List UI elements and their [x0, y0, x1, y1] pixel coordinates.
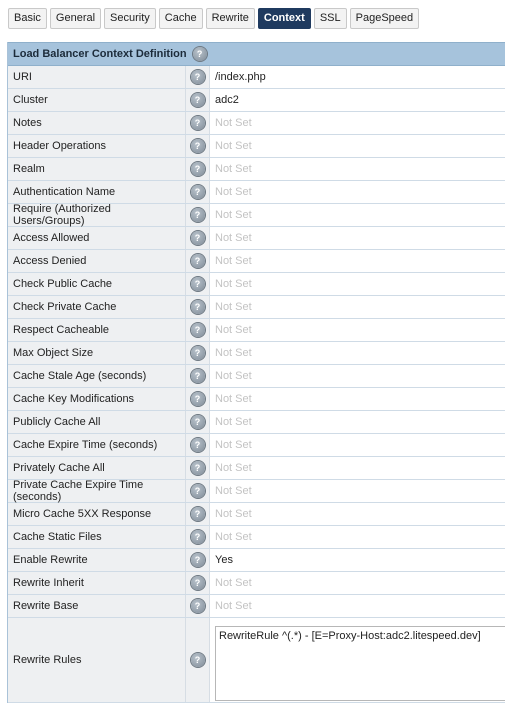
- help-cell: [186, 89, 210, 111]
- help-cell: [186, 434, 210, 456]
- table-row: [8, 411, 505, 434]
- row-label: URI: [8, 66, 186, 88]
- row-label: Cluster: [8, 89, 186, 111]
- help-cell: [186, 503, 210, 525]
- help-cell: [186, 158, 210, 180]
- section-header: [8, 42, 505, 66]
- table-row: [8, 503, 505, 526]
- help-icon[interactable]: ?: [193, 47, 207, 61]
- row-label: Realm: [8, 158, 186, 180]
- row-label: Max Object Size: [8, 342, 186, 364]
- row-value: Not Set: [210, 572, 505, 594]
- help-cell: [186, 66, 210, 88]
- help-icon[interactable]: ?: [191, 507, 205, 521]
- rewrite-rules-field[interactable]: RewriteRule ^(.*) - [E=Proxy-Host:adc2.litespeed.dev]: [215, 626, 505, 701]
- row-label: Rewrite Rules: [8, 618, 186, 702]
- help-cell: [186, 365, 210, 387]
- row-label: Privately Cache All: [8, 457, 186, 479]
- row-label: Header Operations: [8, 135, 186, 157]
- help-cell: [186, 457, 210, 479]
- help-icon[interactable]: ?: [191, 576, 205, 590]
- row-value: Not Set: [210, 112, 505, 134]
- table-row: [8, 388, 505, 411]
- table-row: [8, 273, 505, 296]
- row-value: Not Set: [210, 181, 505, 203]
- row-label: Authentication Name: [8, 181, 186, 203]
- table-row: [8, 89, 505, 112]
- help-icon[interactable]: ?: [191, 185, 205, 199]
- row-label: Publicly Cache All: [8, 411, 186, 433]
- row-label: Rewrite Base: [8, 595, 186, 617]
- row-label: Cache Static Files: [8, 526, 186, 548]
- table-row: [8, 365, 505, 388]
- help-icon[interactable]: ?: [191, 392, 205, 406]
- help-icon[interactable]: ?: [191, 599, 205, 613]
- help-icon[interactable]: ?: [191, 346, 205, 360]
- help-cell: [186, 595, 210, 617]
- row-value: Not Set: [210, 227, 505, 249]
- table-row: [8, 457, 505, 480]
- row-label: Check Private Cache: [8, 296, 186, 318]
- table-row: [8, 595, 505, 618]
- help-icon[interactable]: ?: [191, 139, 205, 153]
- row-value: Not Set: [210, 365, 505, 387]
- help-icon[interactable]: ?: [191, 300, 205, 314]
- table-row: [8, 572, 505, 595]
- tab-rewrite[interactable]: Rewrite: [206, 8, 255, 29]
- tab-bar: [8, 8, 419, 29]
- help-icon[interactable]: ?: [191, 254, 205, 268]
- row-value: Not Set: [210, 526, 505, 548]
- help-cell: [186, 388, 210, 410]
- help-icon[interactable]: ?: [191, 438, 205, 452]
- help-icon[interactable]: ?: [191, 530, 205, 544]
- row-value: Not Set: [210, 595, 505, 617]
- table-row: [8, 434, 505, 457]
- help-icon[interactable]: ?: [191, 553, 205, 567]
- tab-basic[interactable]: Basic: [8, 8, 47, 29]
- row-label: Cache Expire Time (seconds): [8, 434, 186, 456]
- row-label: Respect Cacheable: [8, 319, 186, 341]
- row-value: /index.php: [210, 66, 505, 88]
- help-icon[interactable]: ?: [191, 231, 205, 245]
- table-row: [8, 526, 505, 549]
- row-value: Not Set: [210, 250, 505, 272]
- help-icon[interactable]: ?: [191, 70, 205, 84]
- context-definition-panel: [7, 42, 505, 703]
- table-row: [8, 319, 505, 342]
- help-cell: [186, 181, 210, 203]
- help-cell: [186, 204, 210, 226]
- help-cell: [186, 319, 210, 341]
- settings-table: [8, 66, 505, 618]
- row-value: Not Set: [210, 319, 505, 341]
- tab-cache[interactable]: Cache: [159, 8, 203, 29]
- row-value: Not Set: [210, 273, 505, 295]
- row-label: Micro Cache 5XX Response: [8, 503, 186, 525]
- help-icon[interactable]: ?: [191, 93, 205, 107]
- row-label: Require (Authorized Users/Groups): [8, 204, 186, 226]
- table-row: [8, 158, 505, 181]
- row-label: Cache Key Modifications: [8, 388, 186, 410]
- help-cell: [186, 618, 210, 702]
- row-value: Not Set: [210, 480, 505, 502]
- tab-security[interactable]: Security: [104, 8, 156, 29]
- help-cell: [186, 342, 210, 364]
- row-label: Private Cache Expire Time (seconds): [8, 480, 186, 502]
- row-label: Access Allowed: [8, 227, 186, 249]
- help-icon[interactable]: ?: [191, 162, 205, 176]
- help-icon[interactable]: ?: [191, 484, 205, 498]
- row-value: Not Set: [210, 158, 505, 180]
- help-cell: [186, 135, 210, 157]
- help-cell: [186, 296, 210, 318]
- row-value: Not Set: [210, 457, 505, 479]
- table-row: [8, 112, 505, 135]
- table-row: [8, 250, 505, 273]
- row-value: Not Set: [210, 135, 505, 157]
- row-value: Not Set: [210, 388, 505, 410]
- help-cell: [186, 411, 210, 433]
- table-row: [8, 480, 505, 503]
- table-row: [8, 181, 505, 204]
- row-value: Not Set: [210, 342, 505, 364]
- row-value: Not Set: [210, 204, 505, 226]
- row-label: Access Denied: [8, 250, 186, 272]
- section-title: Load Balancer Context Definition: [13, 48, 187, 60]
- table-row: [8, 296, 505, 319]
- table-row-rewrite-rules: [8, 618, 505, 703]
- help-icon[interactable]: ?: [191, 461, 205, 475]
- help-cell: [186, 250, 210, 272]
- help-icon[interactable]: ?: [191, 415, 205, 429]
- row-label: Enable Rewrite: [8, 549, 186, 571]
- row-value: Not Set: [210, 434, 505, 456]
- row-value: Not Set: [210, 503, 505, 525]
- help-cell: [186, 112, 210, 134]
- table-row: [8, 342, 505, 365]
- tab-ssl[interactable]: SSL: [314, 8, 347, 29]
- tab-general[interactable]: General: [50, 8, 101, 29]
- row-value: Not Set: [210, 296, 505, 318]
- help-cell: [186, 549, 210, 571]
- help-icon[interactable]: ?: [191, 208, 205, 222]
- row-value: Not Set: [210, 411, 505, 433]
- help-cell: [186, 480, 210, 502]
- tab-pagespeed[interactable]: PageSpeed: [350, 8, 420, 29]
- row-value: [210, 618, 505, 702]
- tab-context[interactable]: Context: [258, 8, 311, 29]
- row-value: Yes: [210, 549, 505, 571]
- row-label: Cache Stale Age (seconds): [8, 365, 186, 387]
- row-label: Rewrite Inherit: [8, 572, 186, 594]
- help-cell: [186, 526, 210, 548]
- row-label: Notes: [8, 112, 186, 134]
- help-icon[interactable]: ?: [191, 116, 205, 130]
- help-cell: [186, 273, 210, 295]
- help-icon[interactable]: ?: [191, 323, 205, 337]
- table-row: [8, 66, 505, 89]
- table-row: [8, 227, 505, 250]
- table-row: [8, 204, 505, 227]
- help-icon[interactable]: ?: [191, 369, 205, 383]
- help-cell: [186, 572, 210, 594]
- table-row: [8, 549, 505, 572]
- help-icon[interactable]: ?: [191, 277, 205, 291]
- help-icon[interactable]: ?: [191, 653, 205, 667]
- row-value: adc2: [210, 89, 505, 111]
- help-cell: [186, 227, 210, 249]
- table-row: [8, 135, 505, 158]
- row-label: Check Public Cache: [8, 273, 186, 295]
